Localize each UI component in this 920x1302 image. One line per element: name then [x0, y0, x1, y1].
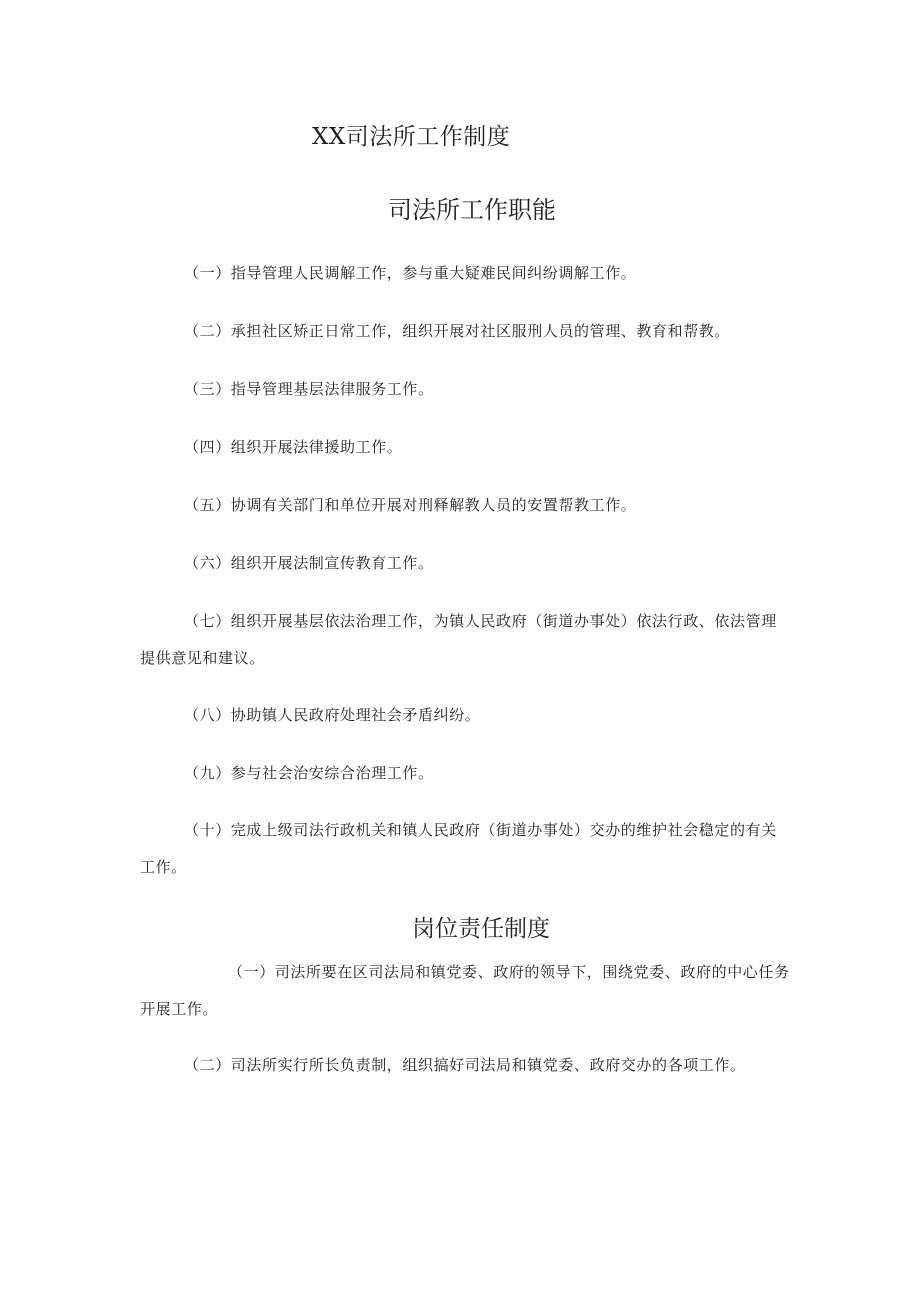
document-title: XX司法所工作制度 [312, 124, 511, 150]
function-item-3: （三）指导管理基层法律服务工作。 [184, 380, 434, 398]
function-item-10: （十）完成上级司法行政机关和镇人民政府（街道办事处）交办的维护社会稳定的有关工作。 [140, 821, 777, 876]
duty-item-1: （一）司法所要在区司法局和镇党委、政府的领导下，围绕党委、政府的中心任务开展工作。 [140, 963, 790, 1018]
section-heading-functions: 司法所工作职能 [388, 196, 556, 224]
function-item-2: （二）承担社区矫正日常工作，组织开展对社区服刑人员的管理、教育和帮教。 [184, 322, 731, 340]
function-item-4: （四）组织开展法律援助工作。 [184, 438, 403, 456]
function-item-7: （七）组织开展基层依法治理工作，为镇人民政府（街道办事处）依法行政、依法管理提供意见和建议。 [140, 612, 777, 667]
function-item-5: （五）协调有关部门和单位开展对刑释解教人员的安置帮教工作。 [184, 496, 637, 514]
function-item-8: （八）协助镇人民政府处理社会矛盾纠纷。 [184, 706, 481, 724]
duty-item-2: （二）司法所实行所长负责制，组织搞好司法局和镇党委、政府交办的各项工作。 [184, 1056, 746, 1074]
section-heading-duties: 岗位责任制度 [412, 916, 550, 942]
function-item-6: （六）组织开展法制宣传教育工作。 [184, 554, 434, 572]
function-item-1: （一）指导管理人民调解工作，参与重大疑难民间纠纷调解工作。 [184, 264, 637, 282]
function-item-9: （九）参与社会治安综合治理工作。 [184, 764, 434, 782]
